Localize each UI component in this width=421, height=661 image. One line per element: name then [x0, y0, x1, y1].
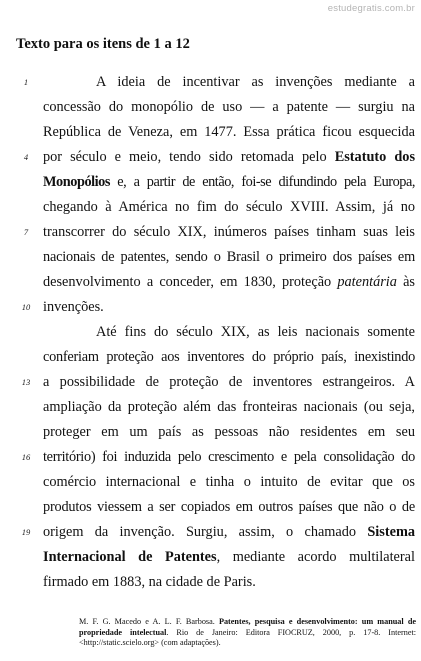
text-line-4: [0, 146, 421, 168]
line-text: a possibilidade de proteção de inventores estrangeiros. A: [43, 374, 415, 390]
watermark: estudegratis.com.br: [327, 3, 415, 14]
text-line-19: [0, 521, 421, 543]
line-text: [43, 521, 415, 543]
text-line-13: [0, 371, 421, 393]
line-text: comércio internacional e tinha o intuito de evitar que os: [43, 474, 415, 490]
line-text: chegando à América no fim do século XVIII. Assim, já no: [43, 199, 415, 215]
text-line-6: [0, 196, 421, 218]
text-run: , mediante acordo multilateral: [216, 549, 415, 565]
bold-term: Sistema: [367, 524, 415, 540]
line-text: República de Veneza, em 1477. Essa prática ficou esquecida: [43, 124, 415, 140]
citation-details: . Rio de Janeiro: Editora FIOCRUZ, 2000, p. 17-8. Internet: <http://static.scielo.org> (com adaptações).: [79, 627, 417, 648]
line-text: [43, 146, 415, 168]
text-line-1: [0, 71, 421, 93]
citation-authors: M. F. G. Macedo e A. L. F. Barbosa.: [79, 617, 219, 626]
text-run: às: [396, 274, 415, 290]
text-line-3: [0, 121, 421, 143]
text-line-20: [0, 546, 421, 568]
line-number-4: 4: [23, 152, 29, 162]
text-line-5: [0, 171, 421, 193]
citation-work-title: Patentes, pesquisa e desenvolvimento: um manual de propriedade intelectual: [79, 617, 417, 637]
text-run: por século e meio, tendo sido retomada pelo: [43, 149, 327, 165]
text-line-14: [0, 396, 421, 418]
line-text: nacionais de patentes, sendo o Brasil o primeiro dos países em: [43, 249, 415, 265]
text-line-2: [0, 96, 421, 118]
bold-term: Estatuto dos: [334, 149, 416, 165]
line-text: A ideia de incentivar as invenções mediante a: [96, 74, 415, 90]
text-line-18: [0, 496, 421, 518]
text-line-8: [0, 246, 421, 268]
line-text: [43, 546, 415, 568]
text-run: desenvolvimento a conceder, em 1830, proteção: [43, 274, 338, 290]
bold-term: Internacional de Patentes: [43, 549, 217, 565]
line-text: [43, 271, 415, 293]
line-text: território) foi induzida pelo crescimento e pela consolidação do: [43, 449, 415, 465]
text-line-11: [0, 321, 421, 343]
line-number-10: 10: [21, 302, 31, 312]
line-number-7: 7: [23, 227, 29, 237]
text-line-7: [0, 221, 421, 243]
line-text: ampliação da proteção além das fronteiras nacionais (ou seja,: [43, 399, 415, 415]
line-text: Até fins do século XIX, as leis nacionais somente: [96, 324, 415, 340]
text-line-15: [0, 421, 421, 443]
text-line-10: [0, 296, 421, 318]
text-line-12: [0, 346, 421, 368]
line-number-16: 16: [21, 452, 31, 462]
bold-term: Monopólios: [43, 174, 110, 190]
line-number-1: 1: [23, 77, 29, 87]
source-citation: [79, 617, 416, 649]
line-text: conferiam proteção aos inventores do próprio país, inexistindo: [43, 349, 415, 365]
line-text: invenções.: [43, 299, 104, 315]
line-text: concessão do monopólio de uso — a patente — surgiu na: [43, 99, 415, 115]
line-text: [43, 171, 415, 193]
line-text: proteger em um país as pessoas não residentes em seu: [43, 424, 415, 440]
text-line-17: [0, 471, 421, 493]
text-run: e, a partir de então, foi-se difundindo pela Europa,: [110, 174, 415, 190]
line-number-13: 13: [21, 377, 31, 387]
line-text: transcorrer do século XIX, inúmeros países tinham suas leis: [43, 224, 415, 240]
italic-term: patentária: [337, 274, 397, 290]
line-text: produtos viessem a ser copiados em outros países que não o de: [43, 499, 415, 515]
line-number-19: 19: [21, 527, 31, 537]
text-line-21: [0, 571, 421, 593]
text-line-16: [0, 446, 421, 468]
page-title: Texto para os itens de 1 a 12: [16, 36, 190, 52]
text-line-9: [0, 271, 421, 293]
line-text: firmado em 1883, na cidade de Paris.: [43, 574, 256, 590]
text-run: origem da invenção. Surgiu, assim, o chamado: [43, 524, 368, 540]
